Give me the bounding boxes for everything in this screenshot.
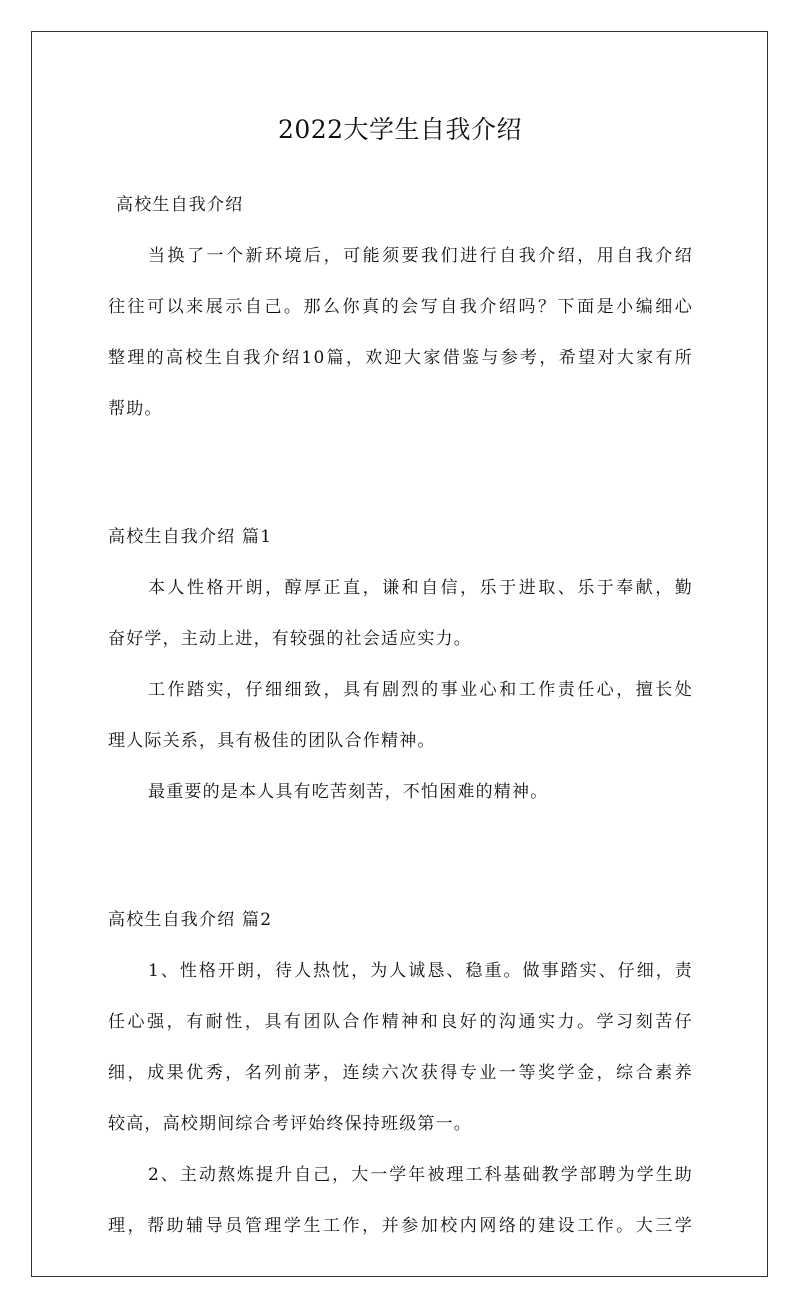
section2-paragraph-line: 任心强，有耐性，具有团队合作精神和良好的沟通实力。学习刻苦仔: [108, 1012, 693, 1032]
section1-paragraph-line: 本人性格开朗，醇厚正直，谦和自信，乐于进取、乐于奉献，勤: [148, 578, 693, 598]
section-heading-2: 高校生自我介绍 篇2: [108, 910, 273, 930]
intro-paragraph-line: 帮助。: [108, 399, 163, 419]
section2-paragraph-line: 细，成果优秀，名列前茅，连续六次获得专业一等奖学金，综合素养: [108, 1063, 693, 1083]
section2-paragraph-line: 理，帮助辅导员管理学生工作，并参加校内网络的建设工作。大三学: [108, 1216, 693, 1236]
section-heading-1: 高校生自我介绍 篇1: [108, 527, 273, 547]
document-title: 2022大学生自我介绍: [277, 115, 523, 144]
section-gap: [108, 441, 693, 518]
section1-paragraph-line: 理人际关系，具有极佳的团队合作精神。: [108, 731, 436, 751]
section2-paragraph-line: 1、性格开朗，待人热忱，为人诚恳、稳重。做事踏实、仔细，责: [148, 961, 693, 981]
section2-paragraph-line: 较高，高校期间综合考评始终保持班级第一。: [108, 1114, 472, 1134]
intro-paragraph-line: 整理的高校生自我介绍10篇，欢迎大家借鉴与参考，希望对大家有所: [108, 348, 693, 368]
section1-paragraph-line: 最重要的是本人具有吃苦刻苦，不怕困难的精神。: [148, 782, 549, 802]
section2-paragraph-line: 2、主动熬炼提升自己，大一学年被理工科基础教学部聘为学生助: [148, 1165, 693, 1185]
section-gap: [108, 824, 693, 901]
intro-subtitle: 高校生自我介绍: [116, 195, 244, 215]
section1-paragraph-line: 工作踏实，仔细细致，具有剧烈的事业心和工作责任心，擅长处: [148, 680, 693, 700]
intro-paragraph-line: 当换了一个新环境后，可能须要我们进行自我介绍，用自我介绍: [148, 246, 693, 266]
document-body: [108, 186, 693, 1258]
intro-paragraph-line: 往往可以来展示自己。那么你真的会写自我介绍吗？下面是小编细心: [108, 297, 693, 317]
section1-paragraph-line: 奋好学，主动上进，有较强的社会适应实力。: [108, 629, 472, 649]
